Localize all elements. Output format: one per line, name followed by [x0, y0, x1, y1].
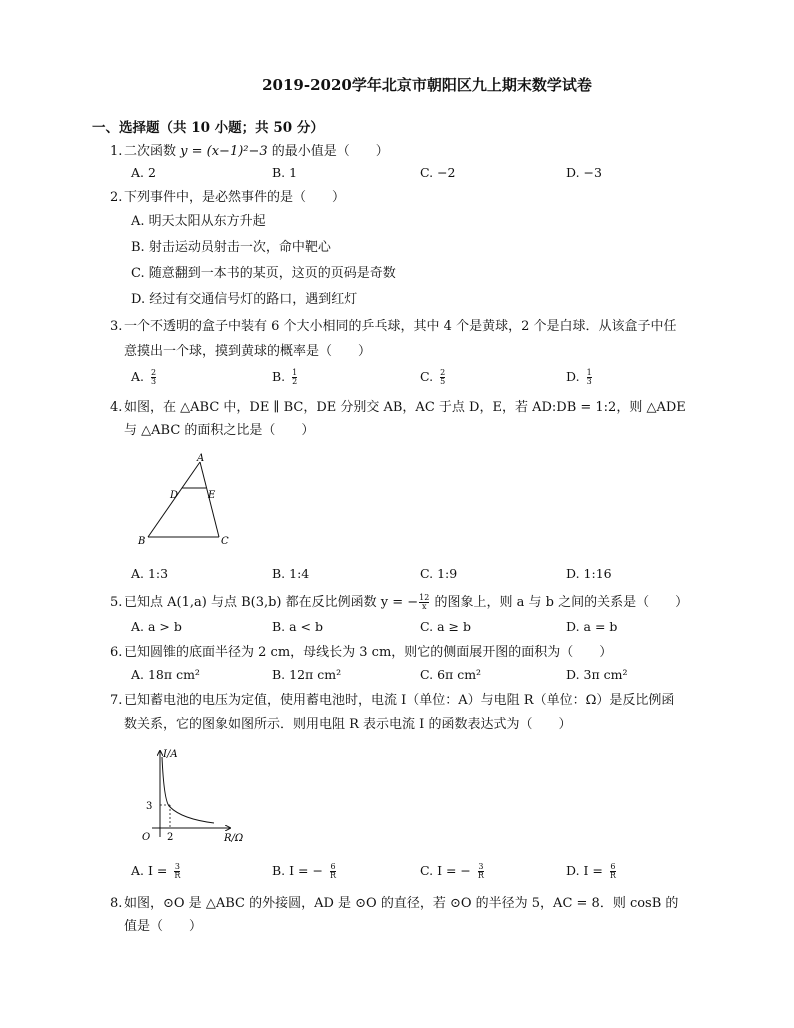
exam-title: 2019-2020学年北京市朝阳区九上期末数学试卷 — [262, 76, 592, 94]
q1-formula: y = (x−1)²−3 — [180, 144, 268, 159]
q4-line-1-text: 如图，在 △ABC 中，DE ∥ BC，DE 分别交 AB，AC 于点 D，E，若 AD:DB = 1:2，则 △ADE — [124, 400, 686, 415]
question-1-stem — [110, 141, 389, 163]
label-b: B — [138, 536, 146, 547]
question-2-stem — [110, 187, 345, 209]
q2-choice-d: D. 经过有交通信号灯的路口，遇到红灯 — [131, 292, 358, 307]
q7-option-b: B. I = − $\frac{6}{R}$ — [272, 862, 336, 880]
y-axis-label: I/A — [163, 749, 178, 760]
q4-line-2: 与 △ABC 的面积之比是（ ） — [124, 423, 315, 438]
q3-option-a: A. $\frac{2}{3}$ — [131, 368, 157, 386]
q5-stem-b: 的图象上，则 a 与 b 之间的关系是（ ） — [430, 595, 689, 610]
q1-stem-a: 二次函数 — [124, 144, 181, 159]
question-4-line-1 — [110, 397, 686, 419]
question-5-stem — [110, 592, 688, 614]
q6-stem-text: 已知圆锥的底面半径为 2 cm，母线长为 3 cm，则它的侧面展开图的面积为（ ） — [124, 645, 613, 660]
question-number: 6. — [110, 645, 123, 660]
q3-line-2: 意摸出一个球，摸到黄球的概率是（ ） — [124, 344, 372, 359]
q7-option-c: C. I = − $\frac{3}{R}$ — [420, 862, 484, 880]
question-number: 1. — [110, 144, 123, 159]
q3-option-d: D. $\frac{1}{3}$ — [566, 368, 592, 386]
q7-line-1-text: 已知蓄电池的电压为定值，使用蓄电池时，电流 I（单位：A）与电阻 R（单位：Ω）是反比例函 — [124, 693, 675, 708]
question-number: 5. — [110, 595, 123, 610]
q5-option-a: A. a > b — [131, 619, 182, 634]
inverse-graph-figure — [130, 745, 260, 845]
q2-choice-b: B. 射击运动员射击一次，命中靶心 — [131, 240, 331, 255]
q4-option-d: D. 1:16 — [566, 566, 612, 581]
label-c: C — [221, 536, 229, 547]
question-number: 2. — [110, 190, 123, 205]
section-heading: 一、选择题（共 10 小题；共 50 分） — [92, 120, 324, 136]
q7-option-a: A. I = $\frac{3}{R}$ — [131, 862, 181, 880]
x-axis-label: R/Ω — [224, 833, 244, 844]
question-number: 8. — [110, 896, 123, 911]
q5-option-d: D. a = b — [566, 619, 618, 634]
q6-option-d: D. 3π cm² — [566, 667, 628, 682]
q5-fraction: $\frac{12}{x}$ — [419, 593, 430, 611]
q1-stem-b: 的最小值是（ ） — [267, 144, 389, 159]
q1-option-a: A. 2 — [131, 165, 156, 180]
q1-option-b: B. 1 — [272, 165, 298, 180]
y-tick-label: 3 — [146, 801, 153, 812]
label-a: A — [197, 453, 205, 464]
q7-option-d: D. I = $\frac{6}{R}$ — [566, 862, 616, 880]
question-7-line-1 — [110, 690, 674, 712]
label-e: E — [208, 490, 216, 501]
q2-stem: 下列事件中，是必然事件的是（ ） — [124, 190, 346, 205]
question-8-line-1 — [110, 893, 678, 915]
q4-option-b: B. 1:4 — [272, 566, 310, 581]
triangle-figure — [130, 452, 240, 548]
q3-option-c: C. $\frac{2}{5}$ — [420, 368, 446, 386]
q3-option-b: B. $\frac{1}{2}$ — [272, 368, 298, 386]
q5-option-c: C. a ≥ b — [420, 619, 471, 634]
q5-option-b: B. a < b — [272, 619, 324, 634]
q4-option-a: A. 1:3 — [131, 566, 169, 581]
question-number: 7. — [110, 693, 123, 708]
question-number: 4. — [110, 400, 123, 415]
q1-option-c: C. −2 — [420, 165, 456, 180]
q3-line-1-text: 一个不透明的盒子中装有 6 个大小相同的乒乓球，其中 4 个是黄球，2 个是白球．从该盒子中任 — [124, 319, 677, 334]
q2-choice-a: A. 明天太阳从东方升起 — [131, 214, 266, 229]
q5-stem-a: 已知点 A(1,a) 与点 B(3,b) 都在反比例函数 y = − — [124, 595, 419, 610]
question-3-line-1 — [110, 316, 676, 338]
q8-line-1-text: 如图，⊙O 是 △ABC 的外接圆，AD 是 ⊙O 的直径，若 ⊙O 的半径为 5，AC = 8．则 cosB 的 — [124, 896, 679, 911]
q1-option-d: D. −3 — [566, 165, 602, 180]
q6-option-a: A. 18π cm² — [131, 667, 200, 682]
origin-label: O — [142, 832, 151, 843]
x-tick-label: 2 — [167, 832, 174, 843]
q8-line-2: 值是（ ） — [124, 919, 203, 934]
q6-option-b: B. 12π cm² — [272, 667, 342, 682]
q6-option-c: C. 6π cm² — [420, 667, 482, 682]
q4-option-c: C. 1:9 — [420, 566, 458, 581]
question-6-stem — [110, 642, 612, 664]
question-number: 3. — [110, 319, 123, 334]
label-d: D — [170, 490, 179, 501]
q2-choice-c: C. 随意翻到一本书的某页，这页的页码是奇数 — [131, 266, 396, 281]
q7-line-2: 数关系，它的图象如图所示．则用电阻 R 表示电流 I 的函数表达式为（ ） — [124, 717, 572, 732]
